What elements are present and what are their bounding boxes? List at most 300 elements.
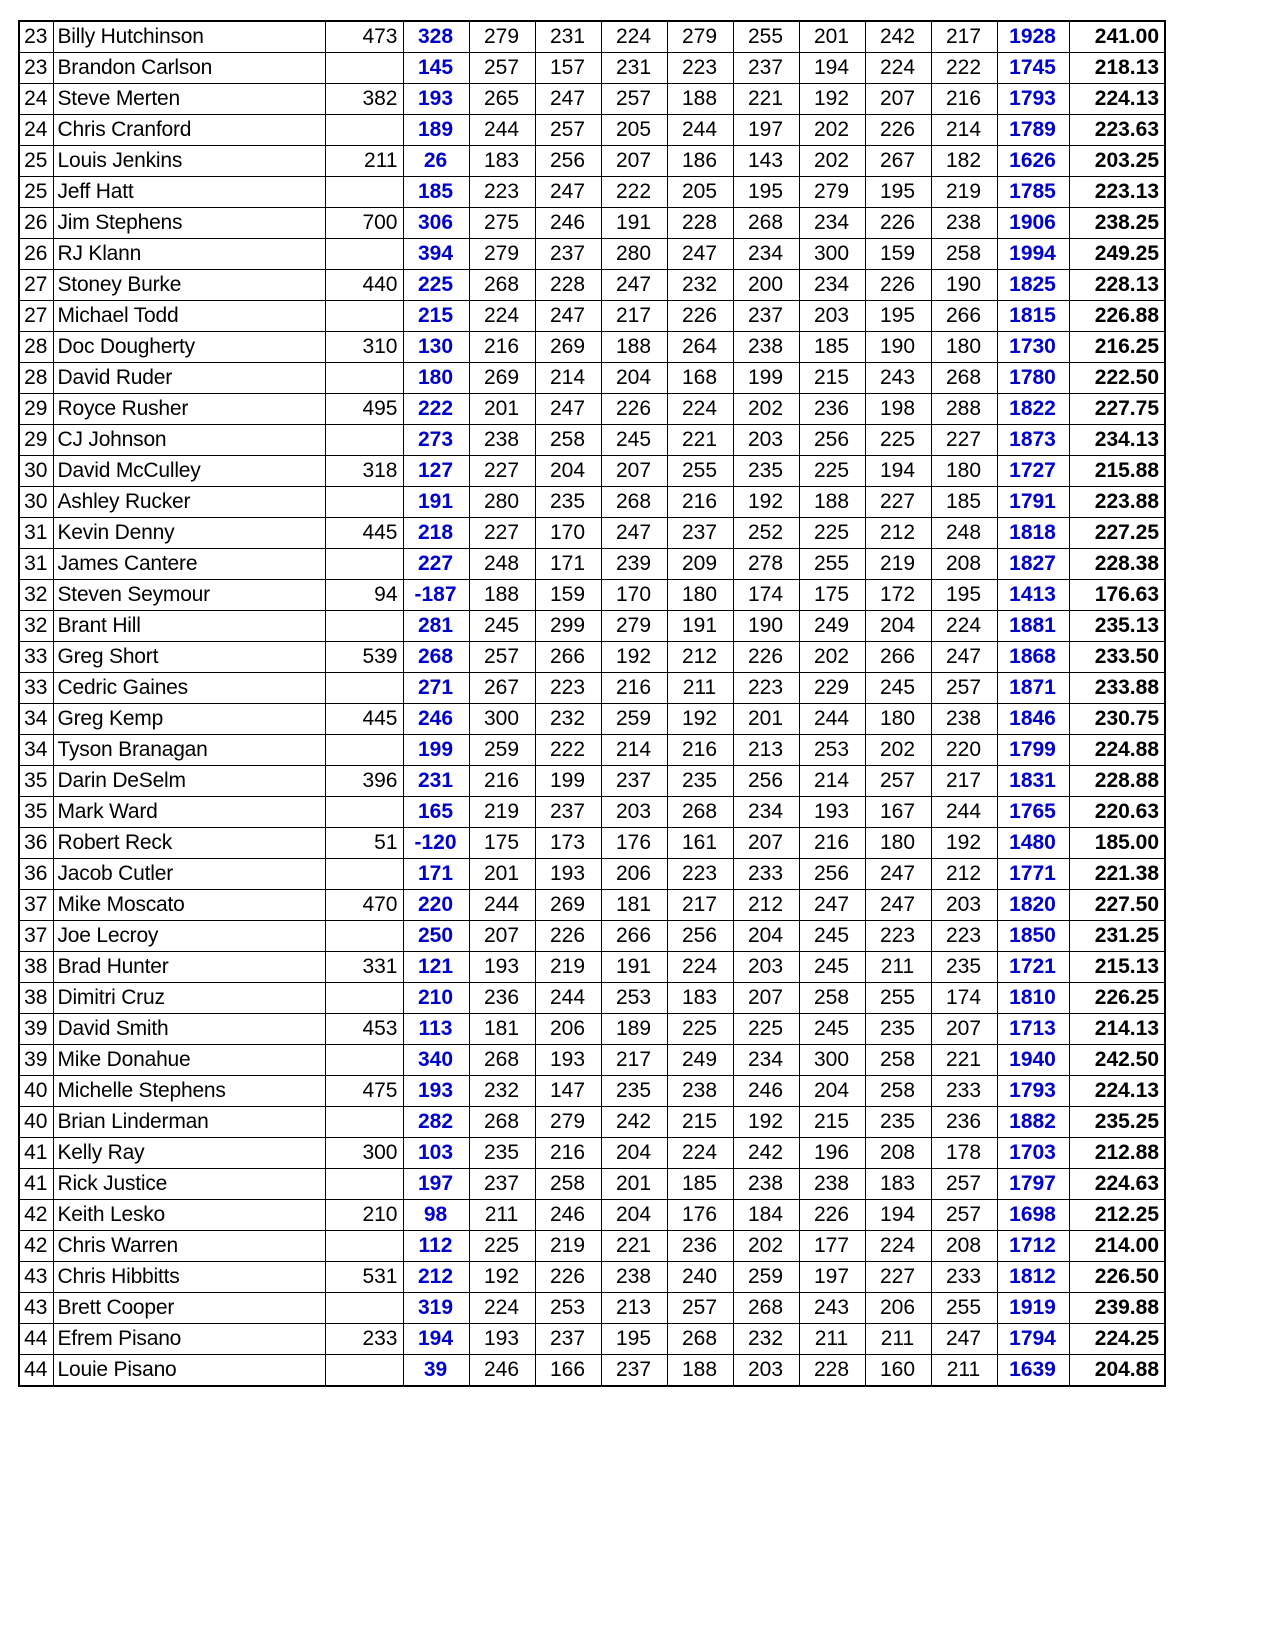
- game-2-cell: 211: [469, 1200, 535, 1231]
- game-8-cell: 204: [865, 611, 931, 642]
- game-5-cell: 238: [667, 1076, 733, 1107]
- game-7-cell: 245: [799, 952, 865, 983]
- game-2-cell: 219: [469, 797, 535, 828]
- game-5-cell: 224: [667, 952, 733, 983]
- average-cell: 212.25: [1069, 1200, 1165, 1231]
- game-8-cell: 202: [865, 735, 931, 766]
- average-cell: 241.00: [1069, 21, 1165, 53]
- game-9-cell: 247: [931, 642, 997, 673]
- game-6-cell: 232: [733, 1324, 799, 1355]
- game-8-cell: 258: [865, 1045, 931, 1076]
- game-5-cell: 212: [667, 642, 733, 673]
- table-row: [19, 301, 1165, 332]
- bonus-cell: 94: [325, 580, 403, 611]
- game-4-cell: 201: [601, 1169, 667, 1200]
- game-4-cell: 170: [601, 580, 667, 611]
- game-3-cell: 269: [535, 332, 601, 363]
- game-1-cell: 212: [403, 1262, 469, 1293]
- game-5-cell: 168: [667, 363, 733, 394]
- game-8-cell: 258: [865, 1076, 931, 1107]
- table-row: [19, 53, 1165, 84]
- bonus-cell: [325, 177, 403, 208]
- game-7-cell: 211: [799, 1324, 865, 1355]
- game-6-cell: 238: [733, 1169, 799, 1200]
- game-8-cell: 212: [865, 518, 931, 549]
- total-cell: 1822: [997, 394, 1069, 425]
- rank-cell: 44: [19, 1324, 53, 1355]
- game-5-cell: 180: [667, 580, 733, 611]
- game-1-cell: 180: [403, 363, 469, 394]
- table-row: [19, 208, 1165, 239]
- game-7-cell: 256: [799, 425, 865, 456]
- game-9-cell: 266: [931, 301, 997, 332]
- game-8-cell: 211: [865, 952, 931, 983]
- game-1-cell: 98: [403, 1200, 469, 1231]
- player-name-cell: Tyson Branagan: [53, 735, 325, 766]
- bonus-cell: [325, 363, 403, 394]
- table-row: [19, 332, 1165, 363]
- player-name-cell: Cedric Gaines: [53, 673, 325, 704]
- game-5-cell: 211: [667, 673, 733, 704]
- bonus-cell: [325, 797, 403, 828]
- game-1-cell: 215: [403, 301, 469, 332]
- game-1-cell: 103: [403, 1138, 469, 1169]
- game-3-cell: 216: [535, 1138, 601, 1169]
- game-6-cell: 195: [733, 177, 799, 208]
- game-2-cell: 224: [469, 301, 535, 332]
- game-8-cell: 194: [865, 456, 931, 487]
- bonus-cell: [325, 983, 403, 1014]
- game-4-cell: 204: [601, 1200, 667, 1231]
- bonus-cell: [325, 1293, 403, 1324]
- player-name-cell: Brett Cooper: [53, 1293, 325, 1324]
- table-row: [19, 1355, 1165, 1387]
- game-4-cell: 280: [601, 239, 667, 270]
- game-2-cell: 227: [469, 456, 535, 487]
- game-4-cell: 188: [601, 332, 667, 363]
- game-4-cell: 245: [601, 425, 667, 456]
- game-1-cell: 271: [403, 673, 469, 704]
- game-9-cell: 258: [931, 239, 997, 270]
- table-row: [19, 1262, 1165, 1293]
- game-8-cell: 243: [865, 363, 931, 394]
- bonus-cell: 210: [325, 1200, 403, 1231]
- game-9-cell: 208: [931, 1231, 997, 1262]
- player-name-cell: Kelly Ray: [53, 1138, 325, 1169]
- player-name-cell: Keith Lesko: [53, 1200, 325, 1231]
- game-7-cell: 226: [799, 1200, 865, 1231]
- game-1-cell: 194: [403, 1324, 469, 1355]
- table-row: [19, 952, 1165, 983]
- bonus-cell: [325, 859, 403, 890]
- game-8-cell: 160: [865, 1355, 931, 1387]
- game-4-cell: 224: [601, 21, 667, 53]
- player-name-cell: Rick Justice: [53, 1169, 325, 1200]
- standings-table: [18, 20, 1166, 1387]
- game-5-cell: 216: [667, 735, 733, 766]
- game-9-cell: 174: [931, 983, 997, 1014]
- average-cell: 221.38: [1069, 859, 1165, 890]
- total-cell: 1928: [997, 21, 1069, 53]
- game-1-cell: 227: [403, 549, 469, 580]
- total-cell: 1812: [997, 1262, 1069, 1293]
- game-7-cell: 245: [799, 921, 865, 952]
- player-name-cell: RJ Klann: [53, 239, 325, 270]
- game-1-cell: 340: [403, 1045, 469, 1076]
- table-row: [19, 239, 1165, 270]
- bonus-cell: [325, 921, 403, 952]
- total-cell: 1730: [997, 332, 1069, 363]
- total-cell: 1793: [997, 1076, 1069, 1107]
- player-name-cell: Steve Merten: [53, 84, 325, 115]
- player-name-cell: Brad Hunter: [53, 952, 325, 983]
- game-4-cell: 204: [601, 1138, 667, 1169]
- total-cell: 1940: [997, 1045, 1069, 1076]
- total-cell: 1820: [997, 890, 1069, 921]
- game-6-cell: 221: [733, 84, 799, 115]
- game-3-cell: 237: [535, 239, 601, 270]
- total-cell: 1639: [997, 1355, 1069, 1387]
- game-9-cell: 217: [931, 21, 997, 53]
- game-5-cell: 225: [667, 1014, 733, 1045]
- game-2-cell: 181: [469, 1014, 535, 1045]
- rank-cell: 27: [19, 270, 53, 301]
- game-5-cell: 268: [667, 1324, 733, 1355]
- game-4-cell: 181: [601, 890, 667, 921]
- game-5-cell: 224: [667, 1138, 733, 1169]
- total-cell: 1745: [997, 53, 1069, 84]
- game-8-cell: 247: [865, 890, 931, 921]
- player-name-cell: Michael Todd: [53, 301, 325, 332]
- game-2-cell: 224: [469, 1293, 535, 1324]
- table-row: [19, 828, 1165, 859]
- bonus-cell: [325, 1107, 403, 1138]
- game-4-cell: 191: [601, 952, 667, 983]
- bonus-cell: [325, 1169, 403, 1200]
- average-cell: 222.50: [1069, 363, 1165, 394]
- game-3-cell: 171: [535, 549, 601, 580]
- game-4-cell: 217: [601, 1045, 667, 1076]
- game-4-cell: 221: [601, 1231, 667, 1262]
- table-row: [19, 859, 1165, 890]
- total-cell: 1873: [997, 425, 1069, 456]
- game-8-cell: 227: [865, 1262, 931, 1293]
- game-2-cell: 223: [469, 177, 535, 208]
- total-cell: 1713: [997, 1014, 1069, 1045]
- bonus-cell: [325, 1231, 403, 1262]
- average-cell: 215.13: [1069, 952, 1165, 983]
- game-5-cell: 232: [667, 270, 733, 301]
- total-cell: 1721: [997, 952, 1069, 983]
- average-cell: 214.00: [1069, 1231, 1165, 1262]
- game-2-cell: 279: [469, 21, 535, 53]
- bonus-cell: [325, 487, 403, 518]
- rank-cell: 30: [19, 456, 53, 487]
- game-5-cell: 188: [667, 84, 733, 115]
- game-4-cell: 222: [601, 177, 667, 208]
- game-9-cell: 178: [931, 1138, 997, 1169]
- average-cell: 224.13: [1069, 1076, 1165, 1107]
- rank-cell: 39: [19, 1045, 53, 1076]
- game-9-cell: 268: [931, 363, 997, 394]
- bonus-cell: 495: [325, 394, 403, 425]
- game-1-cell: 220: [403, 890, 469, 921]
- game-7-cell: 188: [799, 487, 865, 518]
- game-1-cell: 113: [403, 1014, 469, 1045]
- average-cell: 233.50: [1069, 642, 1165, 673]
- game-3-cell: 147: [535, 1076, 601, 1107]
- game-7-cell: 253: [799, 735, 865, 766]
- game-9-cell: 247: [931, 1324, 997, 1355]
- rank-cell: 40: [19, 1107, 53, 1138]
- total-cell: 1765: [997, 797, 1069, 828]
- game-3-cell: 219: [535, 1231, 601, 1262]
- game-8-cell: 190: [865, 332, 931, 363]
- average-cell: 227.25: [1069, 518, 1165, 549]
- player-name-cell: Brant Hill: [53, 611, 325, 642]
- game-8-cell: 255: [865, 983, 931, 1014]
- game-5-cell: 237: [667, 518, 733, 549]
- game-6-cell: 200: [733, 270, 799, 301]
- game-3-cell: 232: [535, 704, 601, 735]
- bonus-cell: 440: [325, 270, 403, 301]
- game-5-cell: 176: [667, 1200, 733, 1231]
- player-name-cell: Louie Pisano: [53, 1355, 325, 1387]
- rank-cell: 43: [19, 1262, 53, 1293]
- game-7-cell: 177: [799, 1231, 865, 1262]
- game-1-cell: 218: [403, 518, 469, 549]
- game-6-cell: 190: [733, 611, 799, 642]
- average-cell: 220.63: [1069, 797, 1165, 828]
- rank-cell: 42: [19, 1200, 53, 1231]
- game-6-cell: 259: [733, 1262, 799, 1293]
- game-5-cell: 268: [667, 797, 733, 828]
- table-row: [19, 766, 1165, 797]
- bonus-cell: 396: [325, 766, 403, 797]
- game-1-cell: 165: [403, 797, 469, 828]
- average-cell: 204.88: [1069, 1355, 1165, 1387]
- game-2-cell: 244: [469, 890, 535, 921]
- game-2-cell: 279: [469, 239, 535, 270]
- total-cell: 1712: [997, 1231, 1069, 1262]
- average-cell: 216.25: [1069, 332, 1165, 363]
- game-8-cell: 167: [865, 797, 931, 828]
- game-6-cell: 204: [733, 921, 799, 952]
- game-4-cell: 247: [601, 270, 667, 301]
- game-6-cell: 278: [733, 549, 799, 580]
- rank-cell: 30: [19, 487, 53, 518]
- game-3-cell: 256: [535, 146, 601, 177]
- total-cell: 1793: [997, 84, 1069, 115]
- game-2-cell: 269: [469, 363, 535, 394]
- game-2-cell: 225: [469, 1231, 535, 1262]
- total-cell: 1626: [997, 146, 1069, 177]
- game-7-cell: 201: [799, 21, 865, 53]
- player-name-cell: Robert Reck: [53, 828, 325, 859]
- game-1-cell: 130: [403, 332, 469, 363]
- average-cell: 223.63: [1069, 115, 1165, 146]
- rank-cell: 33: [19, 673, 53, 704]
- table-row: [19, 270, 1165, 301]
- game-5-cell: 244: [667, 115, 733, 146]
- rank-cell: 37: [19, 890, 53, 921]
- rank-cell: 24: [19, 84, 53, 115]
- table-row: [19, 983, 1165, 1014]
- average-cell: 227.50: [1069, 890, 1165, 921]
- player-name-cell: Steven Seymour: [53, 580, 325, 611]
- game-2-cell: 193: [469, 952, 535, 983]
- game-1-cell: 210: [403, 983, 469, 1014]
- average-cell: 224.25: [1069, 1324, 1165, 1355]
- total-cell: 1794: [997, 1324, 1069, 1355]
- bonus-cell: [325, 1355, 403, 1387]
- player-name-cell: Billy Hutchinson: [53, 21, 325, 53]
- game-3-cell: 159: [535, 580, 601, 611]
- game-8-cell: 194: [865, 1200, 931, 1231]
- game-3-cell: 253: [535, 1293, 601, 1324]
- game-9-cell: 207: [931, 1014, 997, 1045]
- game-8-cell: 180: [865, 704, 931, 735]
- game-7-cell: 234: [799, 208, 865, 239]
- game-4-cell: 203: [601, 797, 667, 828]
- game-1-cell: 281: [403, 611, 469, 642]
- average-cell: 223.13: [1069, 177, 1165, 208]
- game-1-cell: 121: [403, 952, 469, 983]
- game-6-cell: 238: [733, 332, 799, 363]
- game-6-cell: 213: [733, 735, 799, 766]
- game-6-cell: 268: [733, 208, 799, 239]
- player-name-cell: CJ Johnson: [53, 425, 325, 456]
- rank-cell: 32: [19, 611, 53, 642]
- game-6-cell: 237: [733, 53, 799, 84]
- player-name-cell: Brian Linderman: [53, 1107, 325, 1138]
- game-2-cell: 280: [469, 487, 535, 518]
- game-1-cell: 273: [403, 425, 469, 456]
- game-5-cell: 192: [667, 704, 733, 735]
- game-4-cell: 205: [601, 115, 667, 146]
- table-row: [19, 1231, 1165, 1262]
- game-8-cell: 226: [865, 115, 931, 146]
- bonus-cell: 453: [325, 1014, 403, 1045]
- game-1-cell: 225: [403, 270, 469, 301]
- average-cell: 228.88: [1069, 766, 1165, 797]
- bonus-cell: 233: [325, 1324, 403, 1355]
- game-5-cell: 215: [667, 1107, 733, 1138]
- game-1-cell: 26: [403, 146, 469, 177]
- game-4-cell: 191: [601, 208, 667, 239]
- game-2-cell: 268: [469, 270, 535, 301]
- total-cell: 1906: [997, 208, 1069, 239]
- game-7-cell: 245: [799, 1014, 865, 1045]
- game-6-cell: 184: [733, 1200, 799, 1231]
- game-5-cell: 188: [667, 1355, 733, 1387]
- results-sheet: [18, 20, 1159, 1387]
- table-row: [19, 549, 1165, 580]
- average-cell: 235.25: [1069, 1107, 1165, 1138]
- table-row: [19, 1293, 1165, 1324]
- average-cell: 226.50: [1069, 1262, 1165, 1293]
- game-8-cell: 195: [865, 301, 931, 332]
- game-7-cell: 300: [799, 1045, 865, 1076]
- game-5-cell: 264: [667, 332, 733, 363]
- table-row: [19, 890, 1165, 921]
- player-name-cell: David McCulley: [53, 456, 325, 487]
- total-cell: 1703: [997, 1138, 1069, 1169]
- game-3-cell: 226: [535, 921, 601, 952]
- game-5-cell: 279: [667, 21, 733, 53]
- table-row: [19, 394, 1165, 425]
- table-row: [19, 456, 1165, 487]
- rank-cell: 35: [19, 797, 53, 828]
- total-cell: 1797: [997, 1169, 1069, 1200]
- game-2-cell: 268: [469, 1045, 535, 1076]
- rank-cell: 26: [19, 239, 53, 270]
- game-1-cell: 199: [403, 735, 469, 766]
- game-3-cell: 199: [535, 766, 601, 797]
- game-8-cell: 208: [865, 1138, 931, 1169]
- rank-cell: 34: [19, 735, 53, 766]
- average-cell: 224.63: [1069, 1169, 1165, 1200]
- game-9-cell: 208: [931, 549, 997, 580]
- rank-cell: 35: [19, 766, 53, 797]
- player-name-cell: Efrem Pisano: [53, 1324, 325, 1355]
- table-row: [19, 177, 1165, 208]
- total-cell: 1799: [997, 735, 1069, 766]
- player-name-cell: Jeff Hatt: [53, 177, 325, 208]
- game-1-cell: 185: [403, 177, 469, 208]
- game-4-cell: 204: [601, 363, 667, 394]
- game-9-cell: 180: [931, 332, 997, 363]
- game-4-cell: 213: [601, 1293, 667, 1324]
- game-5-cell: 228: [667, 208, 733, 239]
- game-9-cell: 190: [931, 270, 997, 301]
- player-name-cell: Stoney Burke: [53, 270, 325, 301]
- game-1-cell: 39: [403, 1355, 469, 1387]
- game-9-cell: 223: [931, 921, 997, 952]
- game-8-cell: 226: [865, 208, 931, 239]
- rank-cell: 39: [19, 1014, 53, 1045]
- rank-cell: 38: [19, 983, 53, 1014]
- game-6-cell: 223: [733, 673, 799, 704]
- player-name-cell: Joe Lecroy: [53, 921, 325, 952]
- game-8-cell: 245: [865, 673, 931, 704]
- game-8-cell: 183: [865, 1169, 931, 1200]
- player-name-cell: Mark Ward: [53, 797, 325, 828]
- game-3-cell: 247: [535, 84, 601, 115]
- rank-cell: 29: [19, 425, 53, 456]
- game-2-cell: 267: [469, 673, 535, 704]
- game-7-cell: 192: [799, 84, 865, 115]
- total-cell: 1698: [997, 1200, 1069, 1231]
- game-3-cell: 219: [535, 952, 601, 983]
- game-7-cell: 193: [799, 797, 865, 828]
- table-row: [19, 363, 1165, 394]
- game-3-cell: 231: [535, 21, 601, 53]
- average-cell: 215.88: [1069, 456, 1165, 487]
- game-4-cell: 259: [601, 704, 667, 735]
- game-4-cell: 237: [601, 766, 667, 797]
- rank-cell: 42: [19, 1231, 53, 1262]
- game-3-cell: 257: [535, 115, 601, 146]
- game-7-cell: 215: [799, 363, 865, 394]
- game-7-cell: 203: [799, 301, 865, 332]
- game-6-cell: 233: [733, 859, 799, 890]
- game-6-cell: 242: [733, 1138, 799, 1169]
- game-5-cell: 185: [667, 1169, 733, 1200]
- game-5-cell: 191: [667, 611, 733, 642]
- average-cell: 226.88: [1069, 301, 1165, 332]
- game-8-cell: 224: [865, 53, 931, 84]
